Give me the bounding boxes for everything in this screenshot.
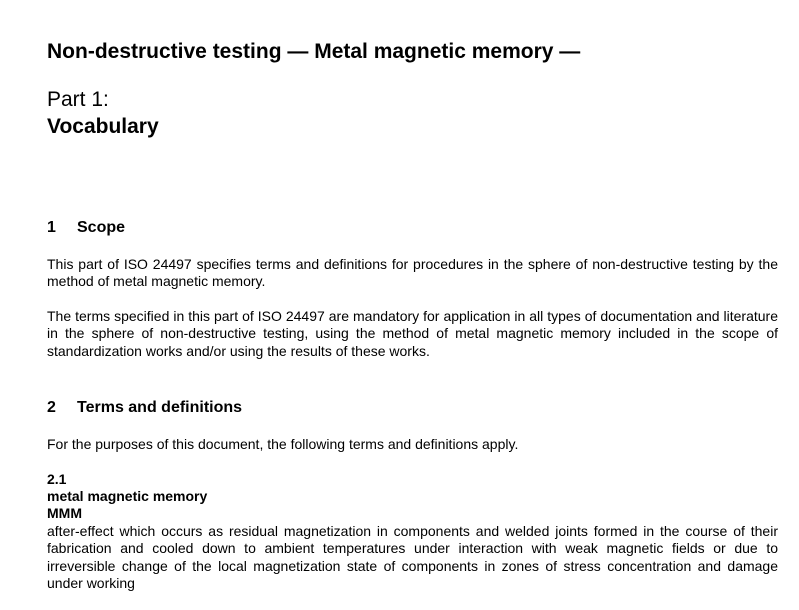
section-title: Terms and definitions (77, 399, 243, 416)
scope-paragraph-2: The terms specified in this part of ISO 24497 are mandatory for application in all types of documentation and literature in the sphere of non-destructive testing, using the method of metal magnetic memory included in the scope of standardization works and/or using the results of these works. (47, 308, 778, 359)
document-title: Non-destructive testing — Metal magnetic memory — (47, 40, 581, 63)
terms-intro: For the purposes of this document, the following terms and definitions apply. (47, 436, 519, 452)
term-name: metal magnetic memory (47, 488, 208, 504)
section-heading-terms (47, 398, 242, 418)
section-title: Scope (77, 219, 126, 236)
part-title: Vocabulary (47, 115, 159, 138)
term-number: 2.1 (47, 471, 67, 487)
section-number: 2 (47, 399, 56, 416)
scope-paragraph-1: This part of ISO 24497 specifies terms and definitions for procedures in the sphere of non-destructive testing by the method of metal magnetic memory. (47, 256, 778, 290)
section-heading-scope (47, 218, 125, 238)
term-abbreviation: MMM (47, 505, 82, 521)
part-label: Part 1: (47, 88, 109, 111)
section-number: 1 (47, 219, 56, 236)
term-definition: after-effect which occurs as residual magnetization in components and welded joints formed in the course of their fabrication and cooled down to ambient temperatures under interaction with weak magnetic fields or due to irreversible change of the local magnetization state of components in zones of stress concentration and damage under working (47, 523, 778, 591)
